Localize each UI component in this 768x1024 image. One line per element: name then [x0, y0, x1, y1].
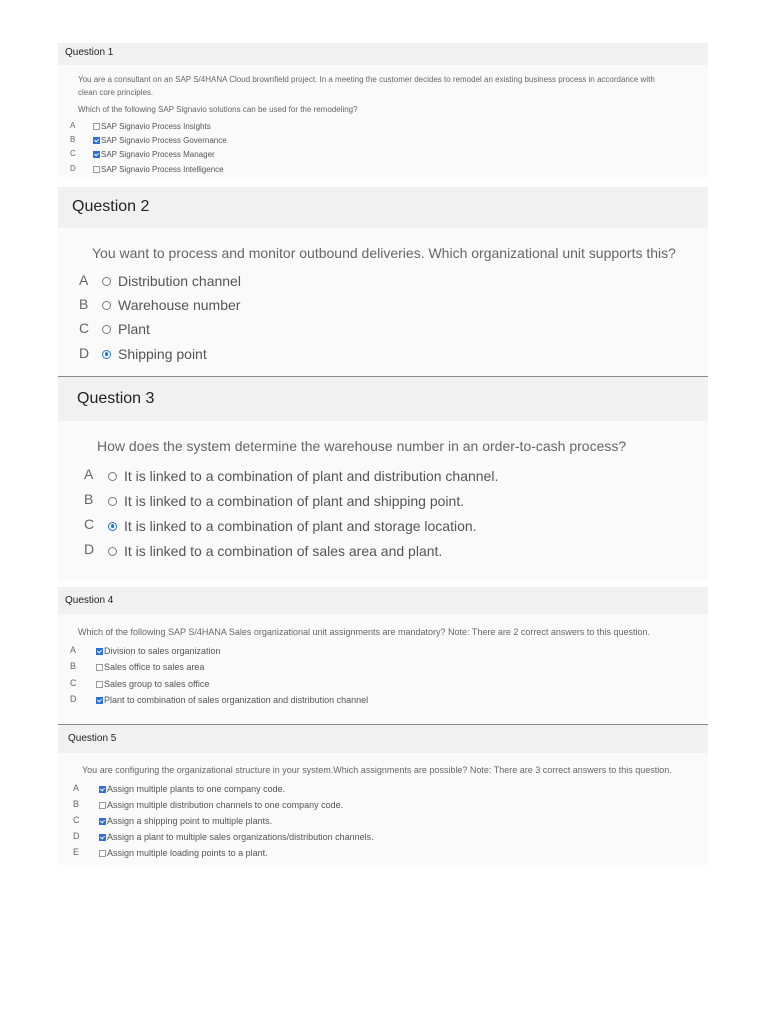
checkbox-checked-icon[interactable] — [99, 786, 106, 793]
question-5-block — [58, 725, 708, 865]
question-3-header — [58, 377, 708, 421]
question-1-header — [58, 43, 708, 65]
option-label: Sales group to sales office — [104, 679, 210, 689]
option-letter: D — [70, 164, 76, 173]
option-label: Shipping point — [118, 346, 207, 362]
option-letter: C — [84, 516, 95, 532]
question-2-header — [58, 187, 708, 228]
checkbox-icon[interactable] — [99, 802, 106, 809]
option-label: Sales office to sales area — [104, 662, 205, 672]
question-1-title: Question 1 — [65, 47, 114, 58]
option-letter: B — [79, 296, 89, 312]
question-5-header — [58, 725, 708, 753]
question-3-stem: How does the system determine the warehouse number in an order-to-cash process? — [97, 438, 627, 454]
question-4-block — [58, 587, 708, 723]
question-4-stem: Which of the following SAP S/4HANA Sales organizational unit assignments are mandatory? Note: There are 2 correct answers to this question. — [78, 627, 650, 637]
option-label: Assign a shipping point to multiple plants. — [107, 816, 273, 826]
option-label: SAP Signavio Process Insights — [101, 122, 211, 131]
checkbox-icon[interactable] — [93, 166, 100, 173]
checkbox-checked-icon[interactable] — [99, 818, 106, 825]
option-label: It is linked to a combination of plant and distribution channel. — [124, 468, 499, 484]
option-letter: D — [70, 694, 77, 704]
option-letter: A — [70, 121, 76, 130]
option-label: Division to sales organization — [104, 646, 221, 656]
option-label: Distribution channel — [118, 273, 241, 289]
checkbox-checked-icon[interactable] — [96, 697, 103, 704]
option-letter: E — [73, 847, 80, 857]
question-1-stem-line-2: clean core principles. — [78, 88, 154, 97]
question-1-stem-line-1: You are a consultant on an SAP S/4HANA Cloud brownfield project. In a meeting the customer decides to remodel an existing business process in accordance with — [78, 75, 655, 84]
option-label: SAP Signavio Process Governance — [101, 136, 227, 145]
question-1-stem-line-3: Which of the following SAP Signavio solutions can be used for the remodeling? — [78, 105, 358, 114]
radio-icon[interactable] — [108, 547, 117, 556]
checkbox-checked-icon[interactable] — [99, 834, 106, 841]
option-label: Assign multiple distribution channels to one company code. — [107, 800, 344, 810]
radio-icon[interactable] — [102, 277, 111, 286]
checkbox-icon[interactable] — [93, 123, 100, 130]
radio-icon[interactable] — [102, 301, 111, 310]
checkbox-icon[interactable] — [96, 681, 103, 688]
question-1-block — [58, 43, 708, 177]
option-letter: A — [79, 272, 89, 288]
radio-selected-icon[interactable] — [108, 522, 117, 531]
option-letter: B — [73, 799, 80, 809]
option-letter: C — [79, 320, 90, 336]
option-label: Warehouse number — [118, 297, 241, 313]
option-label: Assign a plant to multiple sales organizations/distribution channels. — [107, 832, 374, 842]
question-2-block — [58, 187, 708, 376]
option-letter: D — [73, 831, 80, 841]
option-letter: A — [84, 466, 94, 482]
checkbox-checked-icon[interactable] — [93, 137, 100, 144]
option-label: SAP Signavio Process Manager — [101, 150, 215, 159]
option-letter: C — [70, 149, 76, 158]
option-letter: B — [70, 661, 77, 671]
question-2-title: Question 2 — [72, 198, 150, 215]
option-label: It is linked to a combination of plant and shipping point. — [124, 493, 465, 509]
checkbox-icon[interactable] — [96, 664, 103, 671]
question-5-stem: You are configuring the organizational structure in your system.Which assignments are possible? Note: There are 3 correct answers to this question. — [82, 765, 672, 775]
option-label: Assign multiple plants to one company code. — [107, 784, 286, 794]
question-3-block — [58, 377, 708, 580]
option-letter: D — [79, 345, 90, 361]
option-letter: B — [84, 491, 94, 507]
option-label: It is linked to a combination of sales area and plant. — [124, 543, 443, 559]
option-letter: B — [70, 135, 76, 144]
checkbox-checked-icon[interactable] — [96, 648, 103, 655]
option-label: Plant — [118, 321, 150, 337]
question-2-stem: You want to process and monitor outbound deliveries. Which organizational unit supports this? — [92, 245, 676, 261]
option-letter: A — [70, 645, 77, 655]
radio-selected-icon[interactable] — [102, 350, 111, 359]
checkbox-checked-icon[interactable] — [93, 151, 100, 158]
option-letter: C — [73, 815, 80, 825]
question-4-title: Question 4 — [65, 595, 114, 606]
radio-icon[interactable] — [108, 472, 117, 481]
option-label: SAP Signavio Process Intelligence — [101, 165, 224, 174]
question-3-title: Question 3 — [77, 390, 155, 407]
radio-icon[interactable] — [102, 325, 111, 334]
option-letter: D — [84, 541, 95, 557]
option-label: Assign multiple loading points to a plant. — [107, 848, 268, 858]
checkbox-icon[interactable] — [99, 850, 106, 857]
option-letter: C — [70, 678, 77, 688]
option-letter: A — [73, 783, 80, 793]
option-label: Plant to combination of sales organization and distribution channel — [104, 695, 369, 705]
option-label: It is linked to a combination of plant and storage location. — [124, 518, 477, 534]
question-5-title: Question 5 — [68, 733, 117, 744]
radio-icon[interactable] — [108, 497, 117, 506]
question-4-header — [58, 587, 708, 614]
